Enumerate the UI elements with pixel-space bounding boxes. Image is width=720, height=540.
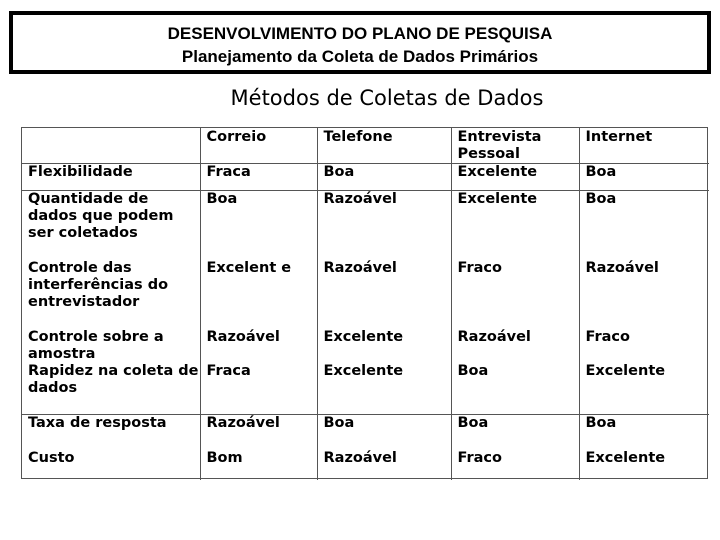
table-cell: Boa	[579, 191, 709, 260]
table-cell: Razoável	[451, 329, 579, 363]
table-cell: Fraco	[451, 260, 579, 329]
table-row	[22, 191, 709, 260]
table-cell: Boa	[579, 164, 709, 191]
table-header-cell: Correio	[200, 128, 317, 164]
row-criterion: Quantidade de dados que podem ser coletados	[28, 191, 174, 241]
slide-subtitle: Planejamento da Coleta de Dados Primários	[181, 47, 539, 66]
table-cell: Razoável	[200, 415, 317, 450]
row-criterion: Controle sobre a amostra	[28, 328, 164, 362]
table-header-cell: Telefone	[317, 128, 451, 164]
section-title: Métodos de Coletas de Dados	[230, 86, 544, 110]
table-row	[22, 450, 709, 480]
row-criterion: Taxa de resposta	[28, 415, 167, 431]
row-criterion: Flexibilidade	[22, 164, 200, 191]
methods-comparison-table	[22, 128, 709, 480]
table-cell: Boa	[317, 164, 451, 191]
table-cell: Excelente	[317, 363, 451, 415]
table-cell: Excelente	[451, 164, 579, 191]
table-cell: Boa	[579, 415, 709, 450]
row-criterion: Custo	[28, 449, 75, 466]
table-cell: Razoável	[317, 260, 451, 329]
table-row	[22, 260, 709, 329]
slide-header-box	[9, 11, 711, 74]
table-row	[22, 415, 709, 450]
table-cell: Boa	[200, 191, 317, 260]
table-header-row	[22, 128, 709, 164]
slide-title: DESENVOLVIMENTO DO PLANO DE PESQUISA	[167, 24, 553, 43]
table-cell: Excelente	[579, 450, 709, 480]
table-cell: Razoável	[317, 191, 451, 260]
methods-table-container	[21, 127, 708, 479]
table-header-cell: Internet	[579, 128, 709, 164]
table-cell: Fraca	[200, 164, 317, 191]
table-row	[22, 363, 709, 415]
table-cell: Boa	[317, 415, 451, 450]
table-cell: Boa	[451, 363, 579, 415]
table-header-cell: Entrevista Pessoal	[451, 128, 579, 164]
table-cell: Razoável	[317, 450, 451, 480]
row-criterion: Rapidez na coleta de dados	[22, 363, 200, 415]
table-row	[22, 329, 709, 363]
table-header-cell	[22, 128, 200, 164]
table-cell: Bom	[200, 450, 317, 480]
table-cell: Fraco	[579, 329, 709, 363]
table-cell: Excelente	[579, 363, 709, 415]
table-cell: Fraco	[451, 450, 579, 480]
table-cell: Excelent e	[200, 260, 317, 329]
row-criterion: Controle das interferências do entrevistador	[28, 259, 169, 310]
table-row	[22, 164, 709, 191]
table-cell: Fraca	[200, 363, 317, 415]
table-cell: Razoável	[200, 329, 317, 363]
table-cell: Razoável	[579, 260, 709, 329]
table-cell: Excelente	[451, 191, 579, 260]
table-cell: Boa	[451, 415, 579, 450]
table-cell: Excelente	[317, 329, 451, 363]
